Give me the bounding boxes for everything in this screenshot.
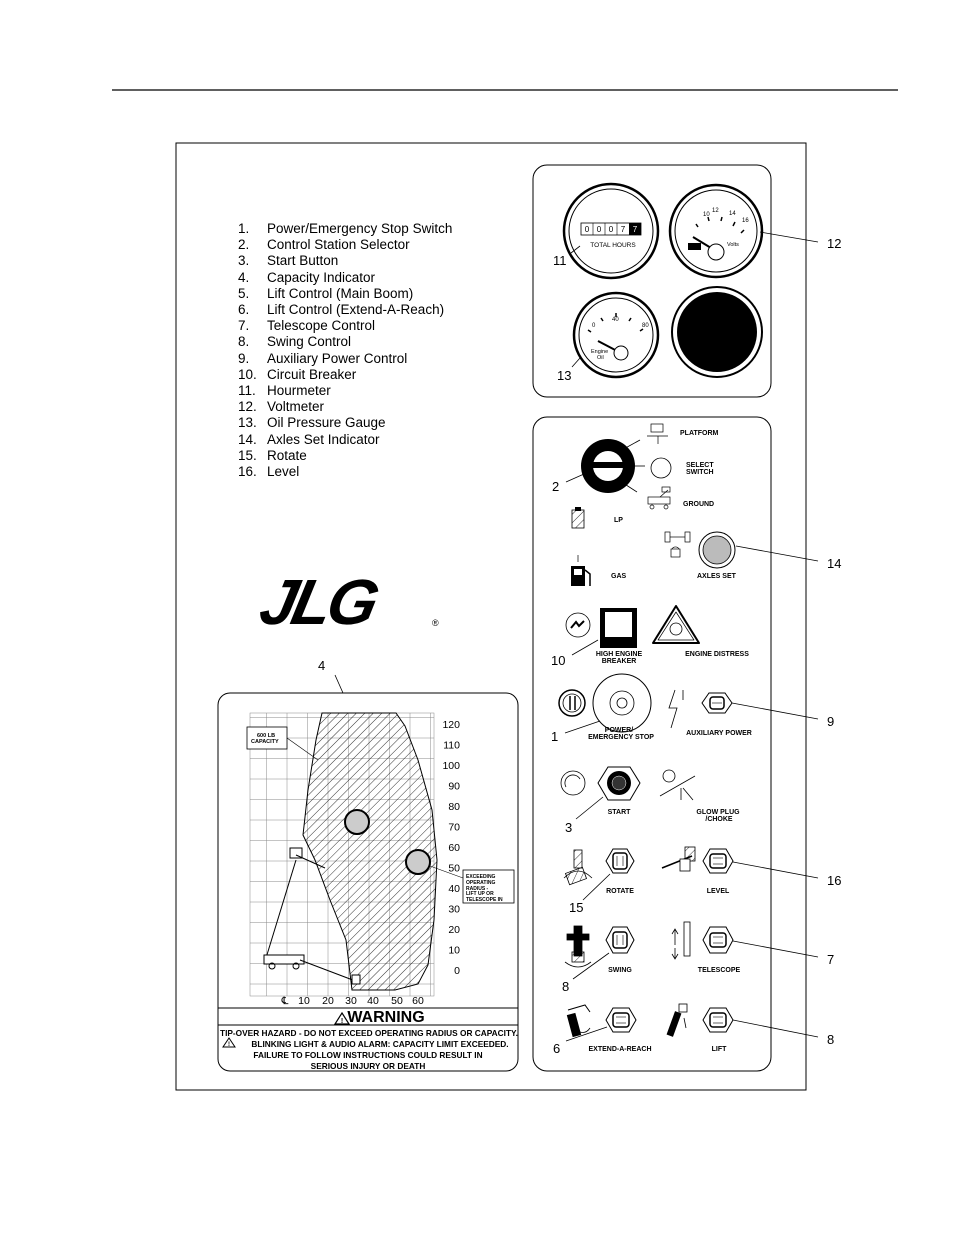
legend-number: 13. [238, 415, 257, 431]
callout-9: 9 [827, 714, 835, 729]
hourmeter-digit: 7 [620, 225, 626, 234]
legend-number: 15. [238, 447, 257, 463]
legend-item [238, 464, 299, 480]
key-switch-icon [559, 690, 585, 716]
callout-14: 14 [827, 556, 842, 571]
legend-number: 1. [238, 221, 250, 236]
callout-4: 4 [318, 658, 326, 673]
axles-set-indicator [699, 532, 735, 568]
legend-number: 7. [238, 318, 250, 334]
x-tick-label: 10 [298, 995, 310, 1007]
hourmeter-digit: 7 [632, 225, 638, 234]
telescope-label: TELESCOPE [697, 967, 741, 974]
rotate-label: ROTATE [606, 888, 634, 895]
jlg-logo [254, 566, 439, 638]
engine-distress-light [653, 606, 699, 643]
oil-pressure-gauge [574, 293, 658, 377]
legend-item [238, 302, 444, 318]
y-tick-label: 120 [442, 719, 460, 731]
callout-line-12 [760, 232, 818, 242]
legend-number: 10. [238, 366, 257, 382]
auxiliary-power-label: AUXILIARY POWER [686, 730, 752, 737]
callout-line-16 [733, 862, 818, 878]
legend-label: Circuit Breaker [267, 366, 357, 382]
warning-title: WARNING [347, 1009, 425, 1026]
legend-label: Level [267, 464, 300, 479]
callout-line-9 [732, 703, 818, 719]
swing-label: SWING [608, 967, 632, 974]
circuit-breaker-button[interactable] [600, 608, 637, 648]
auxiliary-power-button[interactable] [702, 693, 732, 713]
callout-7: 7 [827, 952, 835, 967]
callout-3: 3 [565, 820, 573, 835]
legend-number: 12. [238, 399, 257, 415]
x-tick-label: 60 [412, 995, 424, 1007]
axles-set-label: AXLES SET [697, 573, 736, 580]
high-engine-label: BREAKER [601, 658, 637, 665]
callout-10: 10 [551, 653, 566, 668]
voltmeter-tick: 12 [712, 208, 719, 214]
gas-label: GAS [611, 573, 627, 580]
warning-line: BLINKING LIGHT & AUDIO ALARM: CAPACITY LIMIT EXCEEDED. [251, 1039, 509, 1049]
svg-text:®: ® [432, 618, 439, 628]
legend-item [238, 237, 410, 253]
oil-tick: 80 [642, 323, 649, 329]
callout-16: 16 [827, 873, 842, 888]
legend-number: 3. [238, 253, 250, 269]
callout-line-7 [733, 941, 818, 957]
legend-item [238, 253, 338, 269]
legend-item [238, 351, 407, 367]
legend-number: 8. [238, 334, 250, 350]
high-engine-label: HIGH ENGINE [595, 651, 643, 658]
legend-item [238, 318, 375, 334]
callout-13: 13 [557, 368, 572, 383]
warning-line: FAILURE TO FOLLOW INSTRUCTIONS COULD RESULT IN [253, 1050, 483, 1060]
y-tick-label: 10 [448, 944, 460, 957]
platform-label: PLATFORM [680, 430, 719, 437]
legend-item [238, 367, 356, 383]
extend-a-reach-label: EXTEND-A-REACH [588, 1046, 652, 1053]
y-tick-label: 70 [448, 821, 460, 834]
warning-line: TIP-OVER HAZARD - DO NOT EXCEED OPERATING RADIUS OR CAPACITY. [220, 1028, 518, 1038]
hourmeter-digit: 0 [596, 225, 602, 234]
y-tick-label: 40 [448, 883, 460, 895]
level-icon [662, 847, 695, 871]
extend-a-reach-icon [567, 1005, 590, 1037]
legend-label: Rotate [267, 447, 307, 463]
auxiliary-power-icon [669, 690, 683, 728]
telescope-toggle-switch[interactable] [703, 927, 733, 953]
legend-label: Hourmeter [267, 383, 331, 398]
x-tick-label: 50 [391, 995, 403, 1007]
glow-plug-label: GLOW PLUG [696, 809, 740, 816]
level-label: LEVEL [706, 888, 730, 895]
rotate-icon [564, 850, 592, 885]
y-tick-label: 110 [443, 739, 460, 752]
hourmeter-digit: 0 [608, 225, 614, 234]
callout-2: 2 [552, 479, 560, 494]
legend-number: 6. [238, 302, 250, 317]
callout-line-10 [572, 640, 598, 655]
lift-label: LIFT [711, 1046, 727, 1053]
select-switch-indicator [651, 458, 671, 478]
glow-plug-label: /CHOKE [705, 816, 733, 823]
legend-label: Oil Pressure Gauge [267, 415, 386, 431]
callout-12: 12 [827, 236, 842, 251]
lift-icon [667, 1004, 687, 1036]
x-tick-label: ℄ [281, 995, 289, 1007]
y-tick-label: 20 [448, 924, 460, 936]
legend-label: Axles Set Indicator [267, 431, 380, 447]
swing-icon [565, 926, 591, 967]
power-emergency-stop-switch[interactable] [593, 674, 651, 732]
legend-label: Capacity Indicator [267, 269, 376, 285]
voltmeter-tick: 14 [729, 211, 736, 217]
callout-15: 15 [569, 900, 584, 915]
callout-line-4 [335, 675, 343, 693]
voltmeter-unit: Volts [727, 242, 739, 248]
callout-line-3 [576, 797, 603, 819]
callout-6: 6 [553, 1041, 561, 1056]
legend-number: 11. [238, 383, 256, 398]
start-label: START [607, 809, 631, 816]
platform-icon [647, 424, 668, 444]
legend-number: 4. [238, 269, 250, 285]
svg-text:JLG: JLG [253, 565, 382, 638]
hourmeter-digit: 0 [584, 225, 590, 234]
legend-number: 16. [238, 464, 257, 479]
legend-number: 2. [238, 237, 250, 253]
callout-line-13 [572, 358, 580, 367]
y-tick-label: 30 [448, 903, 460, 916]
axles-icon [665, 532, 690, 557]
svg-text:!: ! [228, 1042, 230, 1048]
legend-item [238, 286, 413, 302]
capacity-box-text: 600 LB [257, 733, 276, 739]
start-icon [561, 771, 585, 795]
callout-line-8b [733, 1020, 818, 1037]
level-toggle-switch[interactable] [703, 849, 733, 873]
legend-number: 14. [238, 431, 257, 447]
legend-item [238, 270, 375, 286]
oil-label: Oil [597, 355, 604, 361]
y-tick-label: 60 [448, 842, 460, 854]
engine-distress-label: ENGINE DISTRESS [685, 651, 749, 658]
legend-item [238, 334, 351, 350]
y-tick-label: 100 [442, 760, 460, 772]
power-label: EMERGENCY STOP [588, 734, 654, 741]
y-tick-label: 80 [448, 801, 460, 813]
x-tick-label: 20 [322, 995, 334, 1007]
exceed-lamp [406, 850, 430, 874]
select-switch-label: SWITCH [686, 469, 714, 476]
voltmeter-tick: 10 [703, 212, 710, 218]
voltmeter-gauge [670, 185, 762, 277]
power-label: POWER/ [604, 727, 634, 734]
x-tick-label: 30 [345, 995, 357, 1007]
legend-item [238, 399, 324, 415]
blank-gauge [672, 287, 762, 377]
legend-label: Start Button [267, 253, 339, 269]
oil-label: Engine [591, 349, 609, 355]
legend-number: 9. [238, 350, 250, 366]
legend-label: Power/Emergency Stop Switch [267, 221, 453, 236]
legend-label: Swing Control [267, 334, 352, 350]
start-button[interactable] [598, 767, 640, 800]
lift-toggle-switch[interactable] [703, 1008, 733, 1032]
gas-pump-icon [571, 555, 590, 586]
oil-tick: 40 [612, 317, 619, 323]
callout-11: 11 [553, 253, 567, 268]
callout-line-2 [566, 474, 584, 482]
hourmeter-label: TOTAL HOURS [590, 242, 636, 249]
y-tick-label: 50 [448, 862, 460, 875]
glow-plug-icon [660, 770, 695, 800]
capacity-box-text: CAPACITY [251, 739, 279, 745]
callout-line-15 [583, 874, 610, 900]
engine-breaker-icon [566, 613, 590, 637]
voltmeter-tick: 16 [742, 218, 749, 224]
telescope-icon [672, 922, 690, 959]
legend-label: Lift Control (Extend-A-Reach) [267, 302, 445, 317]
select-switch-label: SELECT [686, 462, 714, 469]
oil-tick: 0 [592, 323, 596, 329]
callout-8a: 8 [562, 979, 570, 994]
y-tick-label: 90 [448, 780, 460, 793]
legend-label: Auxiliary Power Control [267, 350, 408, 366]
lp-label: LP [614, 517, 623, 524]
legend-label: Control Station Selector [267, 237, 410, 253]
exceed-text: TELESCOPE IN [466, 897, 503, 903]
x-tick-label: 40 [367, 995, 379, 1007]
callout-line-1 [565, 721, 600, 733]
legend-item [238, 415, 386, 431]
legend-label: Voltmeter [267, 399, 325, 415]
swing-toggle-switch[interactable] [606, 927, 634, 953]
y-tick-label: 0 [454, 965, 460, 977]
exceed-text: EXCEEDING [466, 874, 496, 880]
capacity-lamp [345, 810, 369, 834]
legend-item [238, 221, 452, 237]
legend-label: Telescope Control [267, 318, 376, 334]
legend-item [238, 383, 331, 399]
extend-a-reach-toggle-switch[interactable] [606, 1008, 636, 1032]
callout-8b: 8 [827, 1032, 835, 1047]
exceed-text: RADIUS - [466, 886, 489, 892]
legend-item [238, 432, 380, 448]
lp-tank-icon [572, 507, 584, 528]
legend-number: 5. [238, 285, 250, 301]
callout-1: 1 [551, 729, 559, 744]
rotate-toggle-switch[interactable] [606, 849, 634, 873]
exceed-text: LIFT UP OR [466, 891, 494, 897]
warning-line: SERIOUS INJURY OR DEATH [310, 1061, 426, 1071]
ground-icon [648, 487, 670, 509]
ground-label: GROUND [683, 501, 715, 508]
svg-text:!: ! [340, 1018, 344, 1025]
legend-item [238, 448, 307, 464]
exceed-text: OPERATING [466, 880, 496, 886]
legend-label: Lift Control (Main Boom) [267, 285, 414, 301]
